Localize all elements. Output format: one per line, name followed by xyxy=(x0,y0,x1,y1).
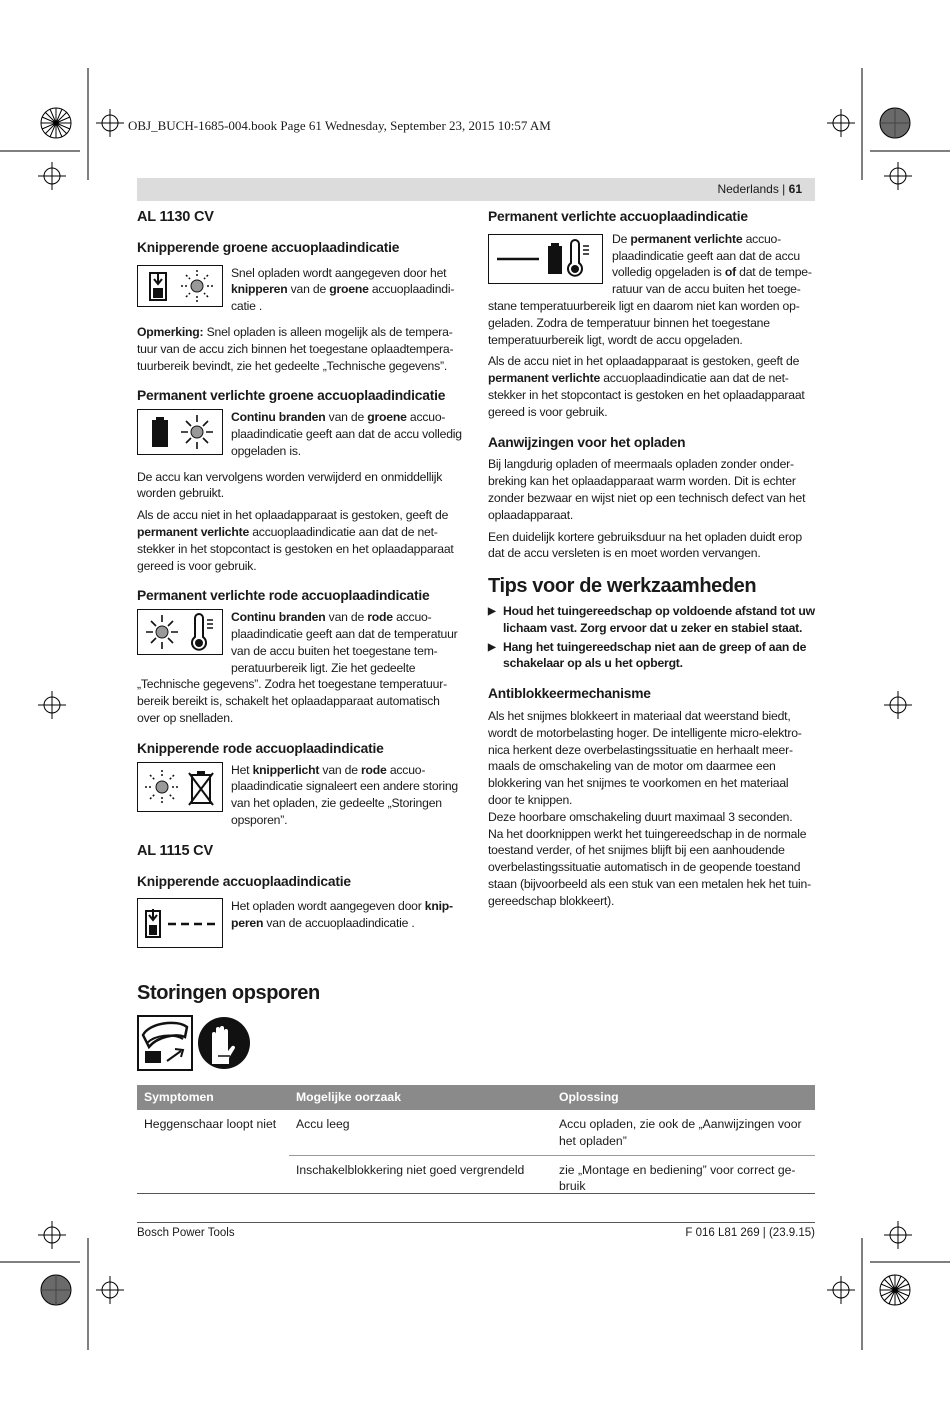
list-item: ▶ Houd het tuingereedschap op voldoende afstand tot uw lichaam vast. Zorg ervoor dat u zeker en stabiel staat. xyxy=(488,603,815,635)
crosshair-top-right xyxy=(827,109,855,137)
table-cell: Inschakelblokkering niet goed vergrendeld xyxy=(289,1155,552,1200)
crosshair-left-top xyxy=(38,162,66,190)
header-bar xyxy=(137,178,815,201)
footer-rule xyxy=(137,1222,815,1223)
section-title-steady: Permanent verlichte accuoplaadindicatie xyxy=(488,209,748,224)
footer-left: Bosch Power Tools xyxy=(137,1227,235,1239)
column-header: Symptomen xyxy=(137,1085,289,1110)
paragraph: De permanent verlichte accuoplaadindicatie geeft aan dat de accu volledig opgeladen is of dat de temperatuur van de accu buiten het toegestane temperatuurbereik ligt en daarom niet kan worden opgeladen. Zodra de temperatuur binnen het toegestane temperatuurbereik ligt, wordt de accu opgeladen. xyxy=(488,231,812,347)
starburst-top-left xyxy=(41,108,71,138)
footer-right: F 016 L81 269 | (23.9.15) xyxy=(685,1227,815,1239)
icon-row-blinking-red: Het knipperlicht van de rode accuoplaadindicatie signaleert een andere storing van het opladen, zie gedeelte „Storingen opsporen”. xyxy=(137,762,462,829)
section-title-blinking-green: Knipperende groene accuoplaadindicatie xyxy=(137,239,400,255)
bullet-arrow-icon: ▶ xyxy=(488,641,496,653)
paragraph: Als de accu niet in het oplaadapparaat is gestoken, geeft de permanent verlichte accuoplaadindicatie aan dat de netstekker in het stopcontact is gestoken en het oplaadapparaat gereed is voor gebruik. xyxy=(137,508,454,573)
crosshair-right-top xyxy=(884,162,912,190)
battery-full-light-icon xyxy=(140,412,220,452)
section-title-antiblock: Antiblokkeermechanisme xyxy=(488,686,651,702)
paragraph: Deze hoorbare omschakeling duurt maximaal 3 seconden. xyxy=(488,809,793,824)
paragraph: Als de accu niet in het oplaadapparaat is gestoken, geeft de permanent verlichte accuoplaadindicatie aan dat de netstekker in het stopcontact is gestoken en het oplaadapparaat gereed is voor gebruik. xyxy=(488,354,805,419)
table-cell: Accu leeg xyxy=(296,1117,350,1131)
icon-row-steady-red: Continu branden van de rode accuoplaadindicatie geeft aan dat de temperatuur van de accu buiten het toegestane temperatuurbereik ligt. Zie het gedeelte xyxy=(137,609,462,676)
crosshair-right-bottom xyxy=(884,1221,912,1249)
page-number: 61 xyxy=(788,182,802,196)
crosshair-top-left xyxy=(96,109,124,137)
section-title-blinking: Knipperende accuoplaadindicatie xyxy=(137,873,351,889)
table-cell: Heggenschaar loopt niet xyxy=(144,1117,277,1131)
icon-box xyxy=(137,898,223,948)
icon-row-steady-green: Continu branden van de groene accuoplaadindicatie geeft aan dat de accu volledig opgeladen is. xyxy=(137,409,462,459)
wrapped-icon-text xyxy=(488,231,815,349)
dark-disc-top-right xyxy=(880,108,910,138)
icon-box xyxy=(137,762,223,812)
icon-box xyxy=(488,234,603,284)
battery-charging-blinking-light-icon xyxy=(140,267,220,305)
model-heading-al1130cv: AL 1130 CV xyxy=(137,209,214,225)
paragraph: Een duidelijk kortere gebruiksduur na het opladen duidt erop dat de accu versleten is en moet worden vervangen. xyxy=(488,529,802,561)
troubleshooting-table xyxy=(137,1085,815,1200)
table-cell: Accu opladen, zie ook de „Aanwijzingen voor het opladen” xyxy=(559,1117,802,1148)
light-and-thermometer-icon xyxy=(140,612,220,652)
icon-row-blinking-green: Snel opladen wordt aangegeven door het knipperen van de groene accuoplaadindicatie . xyxy=(137,265,462,315)
paragraph: Als het snijmes blokkeert in materiaal dat weerstand biedt, wordt de motorbelasting hoger. De intelligente micro-elektronica herkent deze overbelastingssituatie en herhaalt meermaals de omschakeling van de motor om daarmee een blokkering van het snijmes te voorkomen en het materiaal door te knippen. xyxy=(488,708,802,807)
column-header: Oplossing xyxy=(552,1085,815,1110)
crosshair-left-bottom xyxy=(38,1221,66,1249)
paragraph: De accu kan vervolgens worden verwijderd en onmiddellijk worden gebruikt. xyxy=(137,469,443,501)
paragraph: Na het doorknippen werkt het tuingereedschap in de normale toestand verder, of het snijmes blijft bij een aanhoudende overbelastingssituatie automatisch in de geopende toestand staan (bijvoorbeeld als een stuk van een metalen hek het tuingereedschap blokkeert). xyxy=(488,826,812,908)
table-row xyxy=(137,1110,815,1155)
table-bottom-rule xyxy=(137,1193,815,1194)
starburst-bottom-right xyxy=(880,1275,910,1305)
header-language: Nederlands xyxy=(717,182,779,196)
list-item: ▶ Hang het tuingereedschap niet aan de greep of aan de schakelaar op als u het opbergt. xyxy=(488,639,807,671)
note-paragraph: Opmerking: Snel opladen is alleen mogelijk als de temperatuur van de accu zich binnen het toegestane oplaadtemperatuurbereik bevindt, zie het gedeelte „Technische gegevens”. xyxy=(137,324,454,373)
table-header-row xyxy=(137,1085,815,1110)
model-heading-al1115cv: AL 1115 CV xyxy=(137,842,213,859)
bullet-arrow-icon: ▶ xyxy=(488,605,496,617)
section-title-charging-tips: Aanwijzingen voor het opladen xyxy=(488,434,686,450)
icon-row-blinking: Het opladen wordt aangegeven door knipperen van de accuoplaadindicatie . xyxy=(137,898,462,948)
paragraph: Bij langdurig opladen of meermaals opladen zonder onderbreking kan het oplaadapparaat warm worden. Dit is echter zonder bezwaar en wijst niet op een technisch defect van het oplaadapparaat. xyxy=(488,457,806,522)
dark-disc-bottom-left xyxy=(41,1275,71,1305)
icon-box xyxy=(137,265,223,307)
table-cell: zie „Montage en bediening” voor correct gebruik xyxy=(552,1155,815,1200)
section-title-steady-red: Permanent verlichte rode accuoplaadindicatie xyxy=(137,588,430,604)
paragraph: „Technische gegevens”. Zodra het toegestane temperatuurbereik bereikt is, schakelt het oplaadapparaat automatisch over op snelladen. xyxy=(137,677,448,725)
gloves-icon xyxy=(198,1016,250,1071)
section-title-blinking-red: Knipperende rode accuoplaadindicatie xyxy=(137,740,384,756)
crosshair-left-mid xyxy=(38,691,66,719)
file-header: OBJ_BUCH-1685-004.book Page 61 Wednesday, September 23, 2015 10:57 AM xyxy=(128,118,551,133)
right-column xyxy=(488,209,815,909)
crosshair-bottom-left xyxy=(96,1276,124,1304)
crosshair-bottom-right xyxy=(827,1276,855,1304)
battery-charging-dashed-icon xyxy=(140,901,220,945)
crosshair-right-mid xyxy=(884,691,912,719)
left-column xyxy=(137,209,462,948)
section-title-steady-green: Permanent verlichte groene accuoplaadindicatie xyxy=(137,388,446,404)
page-header: Nederlands | 61 xyxy=(717,182,802,196)
section-title-tips: Tips voor de werkzaamheden xyxy=(488,575,757,598)
section-title-troubleshooting: Storingen opsporen xyxy=(137,982,320,1004)
blinking-light-battery-fault-icon xyxy=(140,765,220,809)
icon-box xyxy=(137,409,223,455)
icon-box xyxy=(137,609,223,655)
read-manual-icon xyxy=(137,1015,193,1071)
dash-battery-thermometer-icon xyxy=(491,237,601,281)
column-header: Mogelijke oorzaak xyxy=(289,1085,552,1110)
